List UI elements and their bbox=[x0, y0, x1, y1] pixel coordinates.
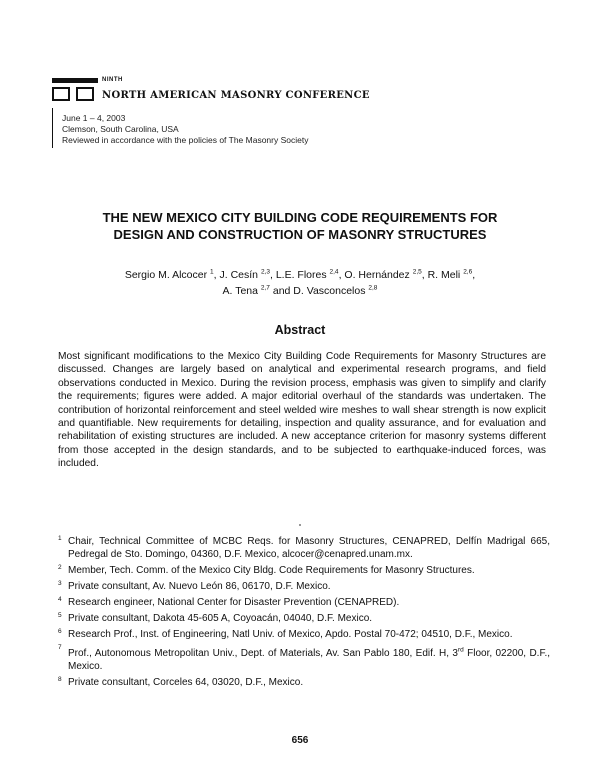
footnote: 3 Private consultant, Av. Nuevo León 86, 06170, D.F. Mexico. bbox=[58, 580, 331, 592]
conference-ordinal: NINTH bbox=[102, 77, 123, 83]
page-number: 656 bbox=[291, 735, 309, 746]
footnotes bbox=[58, 535, 550, 692]
footnote: 8 Private consultant, Corceles 64, 03020, D.F., Mexico. bbox=[58, 676, 304, 689]
conference-dates: June 1 – 4, 2003 bbox=[62, 113, 126, 123]
conference-location: Clemson, South Carolina, USA bbox=[62, 124, 179, 134]
footnote: 6 Research Prof., Inst. of Engineering, Natl Univ. of Mexico, Apdo. Postal 70-472; 04510, D.F., Mexico. bbox=[58, 628, 513, 640]
author: O. Hernández $^{2,5}$, bbox=[344, 268, 428, 281]
paper-title bbox=[40, 209, 560, 243]
author: J. Cesín $^{2,3}$, bbox=[219, 268, 276, 281]
author: Sergio M. Alcocer $^1$, bbox=[124, 268, 220, 281]
author: D. Vasconcelos $^{2,8}$ bbox=[293, 284, 378, 297]
abstract-body: Most significant modifications to the Mexico City Building Code Requirements for Masonry Structures are discussed. Changes are largely based on analytical and experimental research programs, and field observations conducted in Mexico. During the revision process, emphasis was given to simplify and clarify the requirements; figures were added. A major editorial overhaul of the standards was undertaken. The contribution of horizontal reinforcement and steel welded wire meshes to wall shear strength is now explicit and quantifiable. New requirements for detailing, inspection and quality assurance, and for evaluation and rehabilitation of existing structures are included. A new acceptance criterion for masonry systems different from those accepted in the design standards, and to be subjected to earthquake-induced forces, was included. bbox=[58, 351, 546, 470]
conference-meta bbox=[62, 113, 308, 146]
author: L.E. Flores $^{2,4}$, bbox=[275, 268, 345, 281]
author: A. Tena $^{2,7}$ and bbox=[222, 284, 294, 297]
title-line-1: THE NEW MEXICO CITY BUILDING CODE REQUIREMENTS FOR bbox=[102, 210, 498, 225]
conference-name: NORTH AMERICAN MASONRY CONFERENCE bbox=[102, 90, 370, 101]
conference-logo-icon bbox=[52, 78, 98, 104]
review-note: Reviewed in accordance with the policies of The Masonry Society bbox=[62, 135, 309, 145]
author-list bbox=[40, 265, 560, 298]
footnote: 5 Private consultant, Dakota 45-605 A, Coyoacán, 04040, D.F. Mexico. bbox=[58, 612, 373, 624]
footnote: 4 Research engineer, National Center for Disaster Prevention (CENAPRED). bbox=[58, 596, 400, 608]
abstract-heading: Abstract bbox=[274, 323, 326, 337]
title-line-2: DESIGN AND CONSTRUCTION OF MASONRY STRUCTURES bbox=[113, 227, 487, 242]
separator-dot bbox=[299, 524, 301, 526]
author: R. Meli $^{2,6}$, bbox=[427, 268, 476, 281]
footnote: 1 Chair, Technical Committee of MCBC Reqs. for Masonry Structures, CENAPRED, Delfín Madrigal 665, Pedregal de Sto. Domingo, 04360, D.F. Mexico, alcocer@cenapred.unam.mx. bbox=[58, 535, 550, 560]
footnote: 7 Prof., Autonomous Metropolitan Univ., Dept. of Materials, Av. San Pablo 180, Edif. H, 3rd Floor, 02200, D.F., Mexico. bbox=[58, 644, 550, 673]
header-vertical-rule bbox=[52, 108, 53, 148]
footnote: 2 Member, Tech. Comm. of the Mexico City Bldg. Code Requirements for Masonry Structures. bbox=[58, 564, 475, 576]
